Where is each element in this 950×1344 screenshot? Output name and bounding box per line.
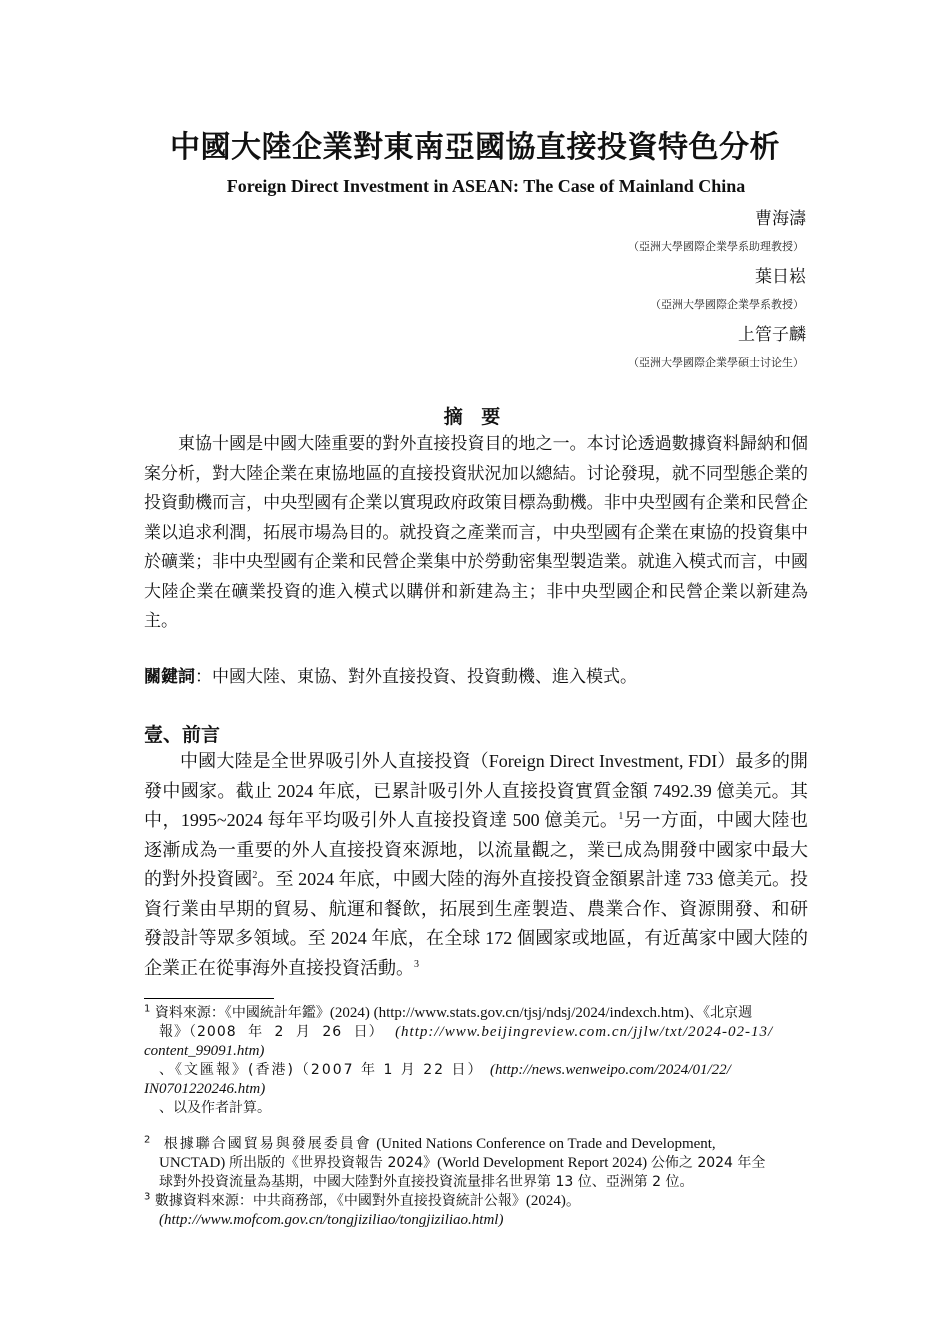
footnote-3-source: 數據資料來源：中共商務部，《中國對外直接投資統計公報》 bbox=[154, 1193, 526, 1209]
footnote-3-number: 3 bbox=[144, 1191, 151, 1203]
author-affiliation-1: （亞洲大學國際企業學系助理教授） bbox=[628, 240, 804, 253]
footnote-3 bbox=[144, 1192, 808, 1230]
footnote-3-mofcom-url[interactable]: (http://www.mofcom.gov.cn/tongjiziliao/tongjiziliao.html) bbox=[159, 1212, 504, 1228]
intro-paragraph bbox=[144, 747, 808, 983]
footnote-1-number: 1 bbox=[144, 1003, 151, 1015]
intro-text-c: 。至 2024 年底，中國大陸的海外直接投資金額累計達 733 億美元。投資行業由早期的貿易、航運和餐飲，拓展到生產製造、農業合作、資源開發、和研發設計等眾多領域。至 2024 年底，在全球 172 個國家或地區，有近萬家中國大陸的企業正在從事海外直接投資活動。 bbox=[144, 869, 809, 978]
footnote-2-number: 2 bbox=[144, 1134, 151, 1146]
footnote-3-year: (2024)。 bbox=[525, 1193, 581, 1209]
keywords-label: 關鍵詞 bbox=[144, 667, 195, 687]
intro-text-b: 另一方面，中國大陸也逐漸成為一重要的外人直接投資來源地，以流量觀之，業已成為開發中國家中最大的對外投資國 bbox=[144, 810, 808, 889]
abstract-heading: 摘 要 bbox=[443, 406, 507, 428]
footnote-2-report-en: (World Development Report 2024) bbox=[437, 1155, 651, 1171]
author-name-1: 曹海濤 bbox=[755, 209, 806, 229]
keywords-text: ：中國大陸、東協、對外直接投資、投資動機、進入模式。 bbox=[195, 667, 637, 687]
author-name-2: 葉日崧 bbox=[755, 267, 806, 287]
footnote-1-author-calc: 、以及作者計算。 bbox=[159, 1100, 271, 1116]
footnote-1 bbox=[144, 1004, 808, 1118]
footnote-1-wenweipo: 、《文匯報》(香港)（2007 年 1 月 22 日） bbox=[159, 1062, 484, 1078]
footnote-divider bbox=[144, 998, 274, 999]
abstract-body: 東協十國是中國大陸重要的對外直接投資目的地之一。本讨论透過數據資料歸納和個案分析，對大陸企業在東協地區的直接投資狀況加以總結。讨论發現，就不同型態企業的投資動機而言，中央型國有企業以實現政府政策目標為動機。非中央型國有企業和民營企業以追求利潤，拓展市場為目的。就投資之產業而言，中央型國有企業在東協的投資集中於礦業；非中央型國有企業和民營企業集中於勞動密集型製造業。就進入模式而言，中國大陸企業在礦業投資的進入模式以購併和新建為主；非中央型國企和民營企業以新建為主。 bbox=[144, 434, 808, 631]
section-heading-intro: 壹、前言 bbox=[144, 724, 221, 746]
footnote-1-wenweipo-url-cont[interactable]: IN0701220246.htm) bbox=[144, 1081, 266, 1097]
paper-title: 中國大陸企業對東南亞國協直接投資特色分析 bbox=[170, 130, 780, 165]
footnote-2-unctad-abbr: UNCTAD) bbox=[159, 1155, 230, 1171]
footnote-1-wenweipo-url[interactable]: (http://news.wenweipo.com/2024/01/22/ bbox=[489, 1062, 731, 1078]
author-name-3: 上管子麟 bbox=[738, 325, 806, 345]
footnote-ref-3[interactable]: 3 bbox=[414, 958, 419, 970]
footnote-2-unctad-cn: 根據聯合國貿易與發展委員會 bbox=[163, 1136, 372, 1152]
footnote-1-beijing-url[interactable]: (http://www.beijingreview.com.cn/jjlw/txt/2024-02-13/ bbox=[395, 1024, 774, 1040]
footnote-ref-1[interactable]: 1 bbox=[618, 811, 624, 822]
paper-subtitle: Foreign Direct Investment in ASEAN: The Case of Mainland China bbox=[226, 176, 746, 196]
footnote-2-unctad-en: (United Nations Conference on Trade and Development, bbox=[376, 1136, 716, 1152]
footnote-1-source-label: 資料來源：《中國統計年鑑》 bbox=[154, 1005, 330, 1021]
footnote-1-stats-url[interactable]: (2024) (http://www.stats.gov.cn/tjsj/ndsj/2024/indexch.htm) bbox=[329, 1005, 690, 1021]
footnote-1-beijing-url-cont[interactable]: content_99091.htm) bbox=[144, 1043, 265, 1059]
author-affiliation-2: （亞洲大學國際企業學系教授） bbox=[650, 298, 804, 311]
footnote-2 bbox=[144, 1135, 808, 1192]
footnote-1-beijing-date: 報》（2008 年 2 月 26 日） bbox=[159, 1024, 384, 1040]
footnote-1-beijing-start: 、《北京週 bbox=[689, 1005, 753, 1021]
footnote-2-report-cn: 所出版的《世界投資報告 2024》 bbox=[229, 1155, 438, 1171]
footnote-2-ranking: 球對外投資流量為基期，中國大陸對外直接投資流量排名世界第 13 位、亞洲第 2 位。 bbox=[159, 1174, 694, 1190]
footnote-2-published: 公佈之 2024 年全 bbox=[650, 1155, 766, 1171]
footnote-ref-2[interactable]: 2 bbox=[252, 870, 258, 881]
intro-text-a: 中國大陸是全世界吸引外人直接投資（Foreign Direct Investment, FDI）最多的開發中國家。截止 2024 年底，已累計吸引外人直接投資實質金額 7492.39 億美元。其中，1995~2024 每年平均吸引外人直接投資達 500 億美元。 bbox=[144, 751, 808, 830]
keywords bbox=[144, 662, 637, 687]
author-affiliation-3: （亞洲大學國際企業學碩士讨论生） bbox=[628, 356, 804, 369]
